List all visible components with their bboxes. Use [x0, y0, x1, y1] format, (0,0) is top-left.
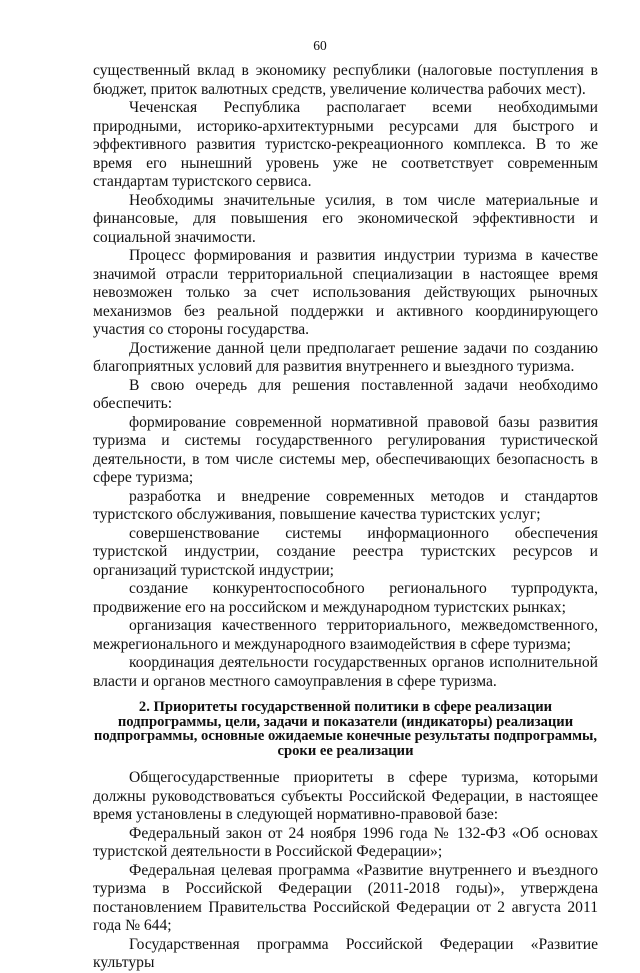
page-body: [93, 62, 598, 973]
list-item: формирование современной нормативной правовой базы развития туризма и системы государственного регулирования туристической деятельности, в том числе системы мер, обеспечивающих безопасность в сфере туризма;: [93, 413, 598, 486]
list-item: организация качественного территориального, межведомственного, межрегионального и международного взаимодействия в сфере туризма;: [93, 617, 598, 653]
paragraph: Общегосударственные приоритеты в сфере туризма, которыми должны руководствоваться субъекты Российской Федерации, в настоящее время установлены в следующей нормативно-правовой базе:: [93, 769, 598, 824]
section-heading: 2. Приоритеты государственной политики в сфере реализации подпрограммы, цели, задачи и показатели (индикаторы) реализации подпрограммы, основные ожидаемые конечные результаты подпрограммы, сроки ее реализации: [93, 699, 598, 759]
paragraph: существенный вклад в экономику республики (налоговые поступления в бюджет, приток валютных средств, увеличение количества рабочих мест).: [93, 62, 598, 98]
list-item: создание конкурентоспособного регионального турпродукта, продвижение его на российском и международном туристских рынках;: [93, 580, 598, 616]
paragraph: В свою очередь для решения поставленной задачи необходимо обеспечить:: [93, 376, 598, 412]
paragraph: Необходимы значительные усилия, в том числе материальные и финансовые, для повышения его экономической эффективности и социальной значимости.: [93, 191, 598, 246]
list-item: Государственная программа Российской Федерации «Развитие культуры: [93, 935, 598, 972]
list-item: совершенствование системы информационного обеспечения туристской индустрии, создание реестра туристских ресурсов и организаций туристской индустрии;: [93, 524, 598, 579]
list-item: координация деятельности государственных органов исполнительной власти и органов местного самоуправления в сфере туризма.: [93, 654, 598, 690]
paragraphs-after-heading: [93, 769, 598, 973]
page-number: 60: [313, 38, 327, 53]
paragraph: Процесс формирования и развития индустрии туризма в качестве значимой отрасли территориальной специализации в настоящее время невозможен только за счет использования действующих рыночных механизмов без реальной поддержки и активного координирующего участия со стороны государства.: [93, 247, 598, 338]
list-item: разработка и внедрение современных методов и стандартов туристского обслуживания, повышение качества туристских услуг;: [93, 487, 598, 523]
paragraph: Достижение данной цели предполагает решение задачи по созданию благоприятных условий для развития внутреннего и выездного туризма.: [93, 339, 598, 375]
paragraphs-before-heading: [93, 62, 598, 691]
list-item: Федеральный закон от 24 ноября 1996 года № 132-ФЗ «Об основах туристской деятельности в Российской Федерации»;: [93, 824, 598, 861]
paragraph: Чеченская Республика располагает всеми необходимыми природными, историко-архитектурными ресурсами для быстрого и эффективного развития туристско-рекреационного комплекса. В то же время его нынешний уровень уже не соответствует современным стандартам туристского сервиса.: [93, 99, 598, 190]
list-item: Федеральная целевая программа «Развитие внутреннего и въездного туризма в Российской Федерации (2011-2018 годы)», утверждена постановлением Правительства Российской Федерации от 2 августа 2011 года № 644;: [93, 861, 598, 935]
